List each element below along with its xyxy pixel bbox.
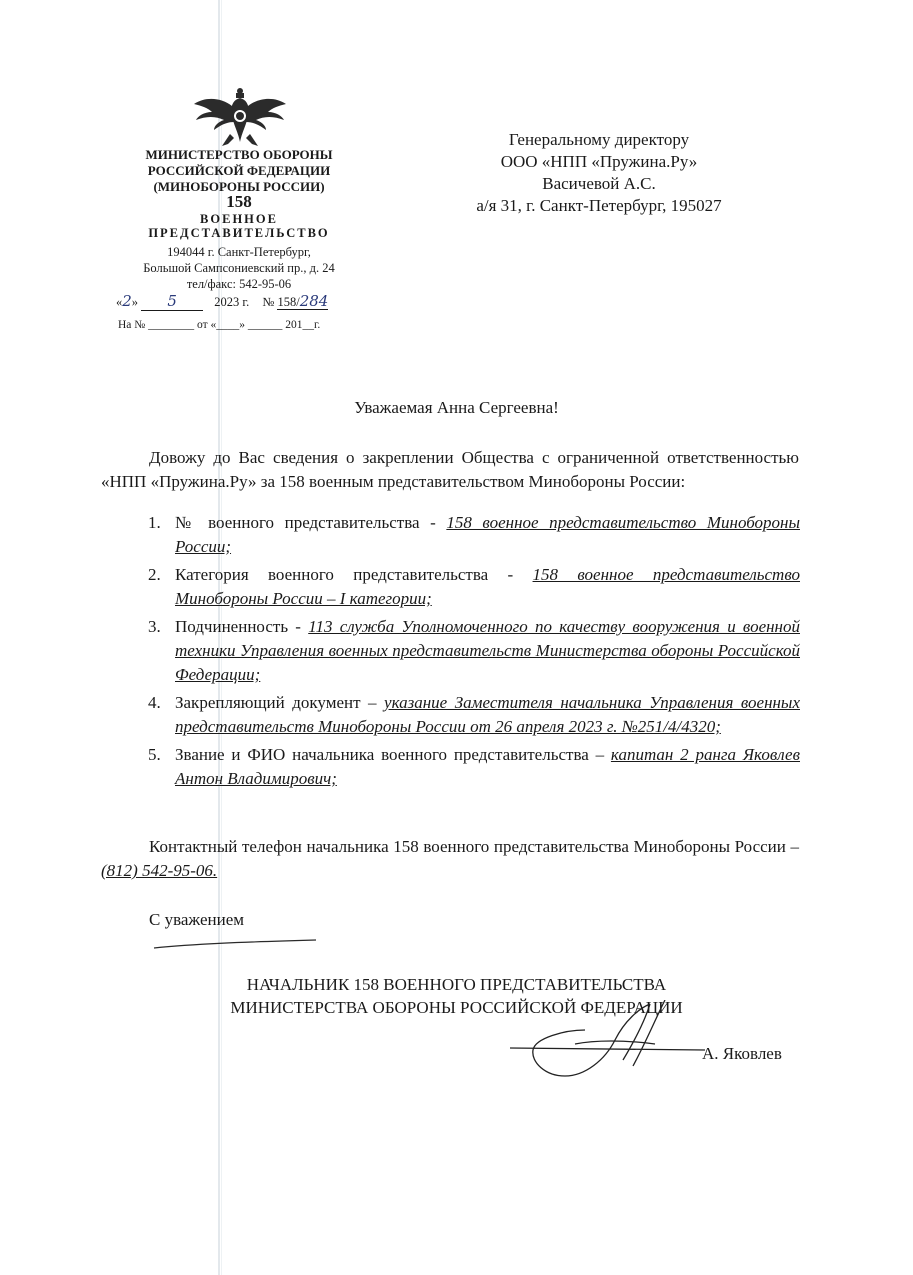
unit-name [110, 212, 368, 240]
quote-open: « [116, 295, 123, 309]
contact-text: Контактный телефон начальника 158 военного представительства Минобороны России – [149, 837, 799, 856]
list-item-label: Подчиненность - [175, 617, 309, 636]
addressee-line: а/я 31, г. Санкт-Петербург, 195027 [476, 196, 722, 215]
list-item-label: Закрепляющий документ – [175, 693, 385, 712]
addressee-line: Генеральному директору [508, 130, 690, 149]
address-line: тел/факс: 542-95-06 [186, 277, 292, 291]
list-item-value: указание Заместителя начальника Управления военных представительств Минобороны России от 26 апреля 2023 г. №251/4/4320; [175, 693, 800, 736]
signatory-title-line: МИНИСТЕРСТВА ОБОРОНЫ РОССИЙСКОЙ ФЕДЕРАЦИИ [230, 998, 683, 1017]
list-item-number: 1. [148, 513, 161, 532]
addressee-block [438, 129, 760, 217]
list-item-value: 158 военное представительство Минобороны России – I категории; [175, 565, 800, 608]
address-line: 194044 г. Санкт-Петербург, [167, 245, 311, 259]
list-item-number: 4. [148, 693, 161, 712]
handwritten-day: 2 [122, 292, 132, 310]
reg-prefix: 158/ [277, 295, 300, 309]
reply-reference-line: На № ________ от «____» ______ 201__г. [118, 319, 321, 331]
addressee-line: ООО «НПП «Пружина.Ру» [500, 152, 698, 171]
greeting: Уважаемая Анна Сергеевна! [354, 398, 559, 417]
contact-paragraph [101, 835, 799, 883]
unit-name-line: ПРЕДСТАВИТЕЛЬСТВО [148, 226, 330, 240]
signature-stroke [152, 936, 318, 952]
handwritten-month: 5 [167, 292, 177, 310]
list-item [148, 743, 800, 791]
signer-name: А. Яковлев [702, 1044, 782, 1063]
list-item-value: 158 военное представительство Минобороны России; [175, 513, 800, 556]
ministry-name [110, 147, 368, 195]
ministry-line: (МИНОБОРОНЫ РОССИИ) [153, 179, 325, 194]
handwritten-signature [505, 1000, 715, 1085]
double-headed-eagle-emblem [192, 86, 288, 148]
reg-year: 2023 г. [214, 295, 250, 309]
ministry-line: МИНИСТЕРСТВО ОБОРОНЫ [145, 147, 333, 162]
reg-no-label: № [262, 295, 275, 309]
list-item-number: 5. [148, 745, 161, 764]
intro-paragraph: Довожу до Вас сведения о закреплении Общества с ограниченной ответственностью «НПП «Пружина.Ру» за 158 военным представительством Минобороны России: [101, 448, 799, 491]
quote-close: » [131, 295, 139, 309]
address-line: Большой Сампсониевский пр., д. 24 [143, 261, 335, 275]
closing-phrase: С уважением [149, 910, 245, 929]
list-item-value: 113 служба Уполномоченного по качеству вооружения и военной техники Управления военных представительств Министерства обороны Российской Федерации; [175, 617, 800, 684]
sender-address [110, 244, 368, 292]
signatory-title [0, 973, 913, 1019]
list-item-label: Категория военного представительства - [175, 565, 533, 584]
list-item [148, 615, 800, 687]
details-list [148, 511, 800, 795]
signatory-title-line: НАЧАЛЬНИК 158 ВОЕННОГО ПРЕДСТАВИТЕЛЬСТВА [246, 975, 667, 994]
list-item [148, 563, 800, 611]
list-item [148, 691, 800, 739]
handwritten-reg-number: 284 [299, 292, 329, 310]
registration-line [116, 292, 328, 311]
unit-name-line: ВОЕННОЕ [200, 212, 278, 226]
list-item [148, 511, 800, 559]
addressee-line: Васичевой А.С. [542, 174, 656, 193]
ministry-line: РОССИЙСКОЙ ФЕДЕРАЦИИ [147, 163, 331, 178]
list-item-number: 2. [148, 565, 161, 584]
list-item-value: капитан 2 ранга Яковлев Антон Владимирович; [175, 745, 800, 788]
unit-number: 158 [226, 192, 252, 211]
list-item-number: 3. [148, 617, 161, 636]
list-item-label: Звание и ФИО начальника военного представительства – [175, 745, 611, 764]
contact-phone: (812) 542-95-06. [101, 861, 218, 880]
list-item-label: № военного представительства - [175, 513, 447, 532]
